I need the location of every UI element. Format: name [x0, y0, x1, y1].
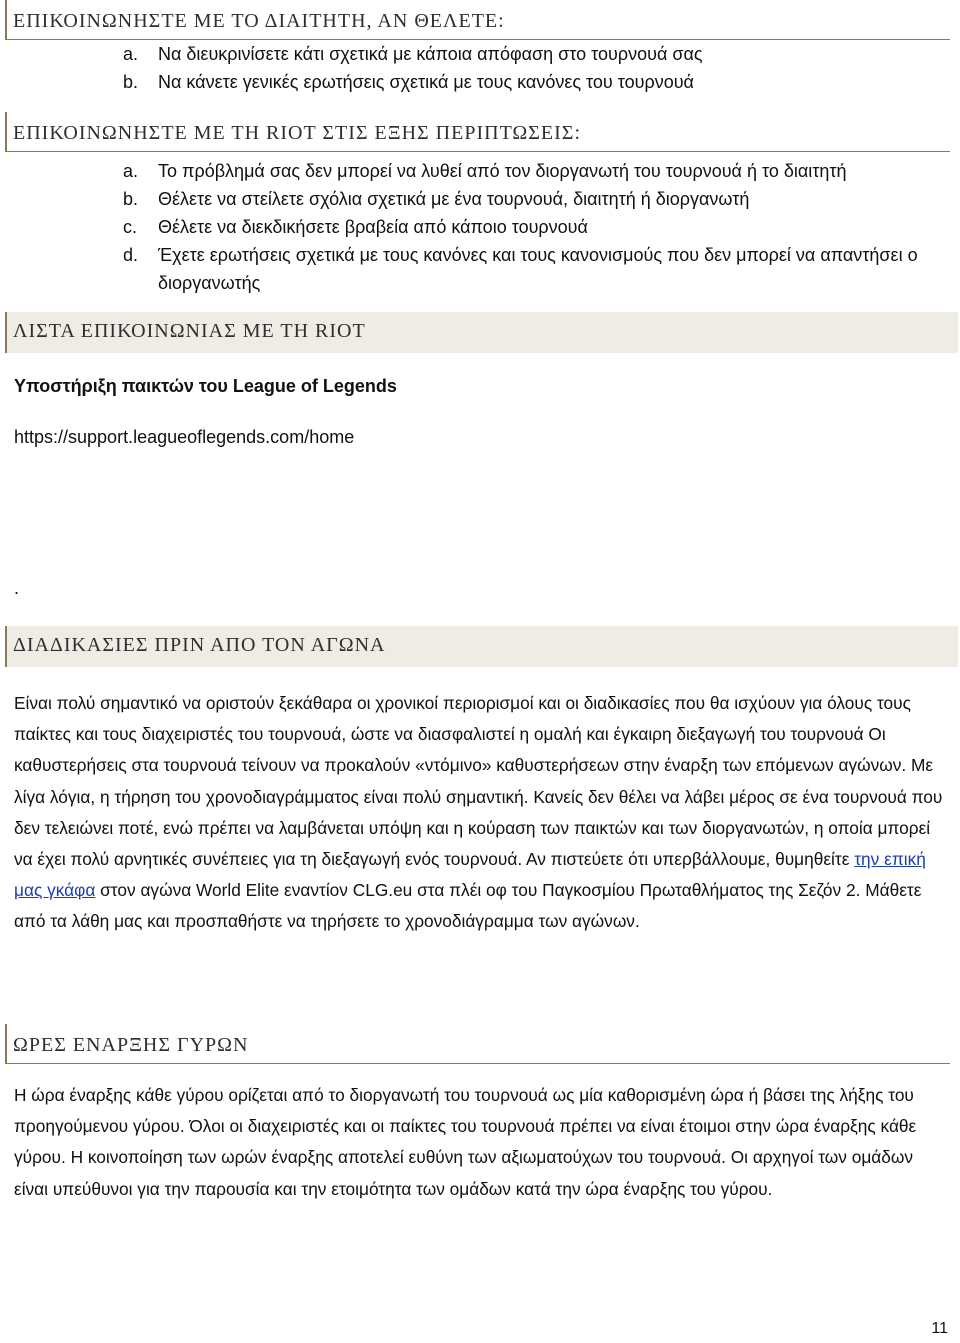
list-marker: c. — [123, 217, 138, 237]
list-marker: d. — [123, 245, 139, 265]
stray-dot: . — [14, 578, 20, 598]
pre-match-paragraph — [14, 688, 950, 938]
heading-contact-list — [5, 312, 958, 353]
list-item-text: Θέλετε να διεκδικήσετε βραβεία από κάποιο τουρνουά — [158, 217, 588, 237]
list-item-text: Θέλετε να στείλετε σχόλια σχετικά με ένα τουρνουά, διαιτητή ή διοργανωτή — [158, 189, 750, 209]
heading-round-start-text: ΩΡΕΣ ΕΝΑΡΞΗΣ ΓΥΡΩΝ — [13, 1034, 249, 1056]
list-item — [123, 157, 953, 185]
heading-contact-riot — [5, 112, 950, 152]
list-marker: b. — [123, 189, 139, 209]
list-item — [123, 185, 953, 213]
list-item — [123, 68, 953, 96]
list-item-text: Έχετε ερωτήσεις σχετικά με τους κανόνες και τους κανονισμούς που δεν μπορεί να απαντήσει ο διοργανωτής — [158, 245, 918, 293]
round-start-paragraph: Η ώρα έναρξης κάθε γύρου ορίζεται από το διοργανωτή του τουρνουά ως μία καθορισμένη ώρα ή βάσει της λήξης του προηγούμενου γύρου. Όλοι οι διαχειριστές και οι παίκτες του τουρνουά πρέπει να είναι έτοιμοι στην ώρα έναρξης κάθε γύρου. Η κοινοποίηση των ωρών έναρξης αποτελεί ευθύνη των αξιωματούχων του τουρνουά. Οι αρχηγοί των ομάδων είναι υπεύθυνοι για την παρουσία και την ετοιμότητα των ομάδων κατά την ώρα έναρξης του γύρου. — [14, 1085, 917, 1199]
list-item-text: Να διευκρινίσετε κάτι σχετικά με κάποια απόφαση στο τουρνουά σας — [158, 44, 703, 64]
list-marker: a. — [123, 44, 139, 64]
list-contact-referee — [123, 40, 953, 96]
heading-contact-referee — [5, 0, 950, 40]
list-marker: b. — [123, 72, 139, 92]
heading-pre-match — [5, 626, 958, 667]
heading-round-start — [5, 1024, 950, 1064]
list-item — [123, 40, 953, 68]
heading-pre-match-text: ΔΙΑΔΙΚΑΣΙΕΣ ΠΡΙΝ ΑΠΟ ΤΟΝ ΑΓΩΝΑ — [13, 634, 386, 656]
pre-match-text-2: στον αγώνα World Elite εναντίον CLG.eu στα πλέι οφ του Παγκοσμίου Πρωταθλήματος της Σεζόν 2. Μάθετε από τα λάθη μας και προσπαθήστε να τηρήσετε το χρονοδιάγραμμα των αγώνων. — [14, 880, 922, 932]
page-number: 11 — [931, 1320, 948, 1337]
list-item-text: Να κάνετε γενικές ερωτήσεις σχετικά με τους κανόνες του τουρνουά — [158, 72, 694, 92]
list-item-text: Το πρόβλημά σας δεν μπορεί να λυθεί από τον διοργανωτή του τουρνουά ή το διαιτητή — [158, 161, 847, 181]
support-subheading: Υποστήριξη παικτών του League of Legends — [14, 376, 397, 396]
heading-contact-riot-text: ΕΠΙΚΟΙΝΩΝΗΣΤΕ ΜΕ ΤΗ RIOT ΣΤΙΣ ΕΞΗΣ ΠΕΡΙΠΤΩΣΕΙΣ: — [13, 122, 581, 144]
list-marker: a. — [123, 161, 139, 181]
heading-contact-referee-text: ΕΠΙΚΟΙΝΩΝΗΣΤΕ ΜΕ ΤΟ ΔΙΑΙΤΗΤΗ, ΑΝ ΘΕΛΕΤΕ: — [13, 10, 505, 32]
pre-match-text-1: Είναι πολύ σημαντικό να οριστούν ξεκάθαρα οι χρονικοί περιορισμοί και οι διαδικασίες που θα ισχύουν για όλους τους παίκτες και τους διαχειριστές του τουρνουά, ώστε να διασφαλιστεί η ομαλή και έγκαιρη διεξαγωγή του τουρνουά Οι καθυστερήσεις στα τουρνουά τείνουν να προκαλούν «ντόμινο» καθυστερήσεων στην έναρξη των επόμενων αγώνων. Με λίγα λόγια, η τήρηση του χρονοδιαγράμματος είναι πολύ σημαντική. Κανείς δεν θέλει να λάβει μέρος σε ένα τουρνουά που δεν τελειώνει ποτέ, ενώ πρέπει να λαμβάνεται υπόψη και η κούραση των παικτών και των διοργανωτών, η οποία μπορεί να έχει πολύ αρνητικές συνέπειες για τη διεξαγωγή ενός τουρνουά. Αν πιστεύετε ότι υπερβάλλουμε, θυμηθείτε — [14, 693, 943, 870]
heading-contact-list-text: ΛΙΣΤΑ ΕΠΙΚΟΙΝΩΝΙΑΣ ΜΕ ΤΗ RIOT — [13, 320, 366, 342]
epic-fail-link[interactable]: την επική μας γκάφα — [14, 849, 926, 901]
list-item — [123, 241, 953, 297]
support-url[interactable]: https://support.leagueoflegends.com/home — [14, 427, 355, 447]
list-contact-riot — [123, 157, 953, 297]
list-item — [123, 213, 953, 241]
